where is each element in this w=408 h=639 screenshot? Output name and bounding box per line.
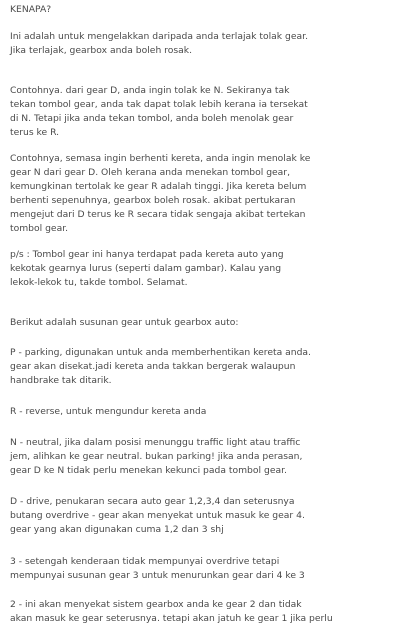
paragraph-line: akan masuk ke gear seterusnya. tetapi akan jatuh ke gear 1 jika perlu [10, 613, 333, 624]
paragraph-line: mengejut dari D terus ke R secara tidak sengaja akibat tertekan [10, 209, 306, 220]
paragraph-line: tekan tombol gear, anda tak dapat tolak lebih kerana ia tersekat [10, 99, 308, 110]
article-heading: KENAPA? [10, 4, 52, 15]
paragraph-line: Contohnya, semasa ingin berhenti kereta, anda ingin menolak ke [10, 153, 311, 164]
paragraph [10, 598, 333, 626]
paragraph [10, 346, 311, 388]
paragraph-line: tombol gear. [10, 223, 69, 234]
paragraph-line: R - reverse, untuk mengundur kereta anda [10, 406, 207, 417]
paragraph [10, 555, 305, 583]
paragraph [10, 436, 302, 478]
paragraph-line: gear yang akan digunakan cuma 1,2 dan 3 shj [10, 524, 224, 535]
paragraph-line: di N. Tetapi jika anda tekan tombol, anda boleh menolak gear [10, 113, 294, 124]
paragraph [10, 30, 308, 58]
paragraph-line: Berikut adalah susunan gear untuk gearbox auto: [10, 317, 239, 328]
paragraph-line: lekok-lekok tu, takde tombol. Selamat. [10, 277, 188, 288]
paragraph-line: mempunyai susunan gear 3 untuk menurunkan gear dari 4 ke 3 [10, 570, 305, 581]
paragraph-line: butang overdrive - gear akan menyekat untuk masuk ke gear 4. [10, 510, 305, 521]
paragraph [10, 405, 206, 419]
paragraph-line: Contohnya. dari gear D, anda ingin tolak ke N. Sekiranya tak [10, 85, 290, 96]
paragraph [10, 248, 284, 290]
paragraph-line: N - neutral, jika dalam posisi menunggu traffic light atau traffic [10, 437, 301, 448]
paragraph-line: 3 - setengah kenderaan tidak mempunyai overdrive tetapi [10, 556, 280, 567]
paragraph-line: p/s : Tombol gear ini hanya terdapat pada kereta auto yang [10, 249, 284, 260]
paragraph-line: jem, alihkan ke gear neutral. bukan parking! jika anda perasan, [10, 451, 303, 462]
paragraph-line: Jika terlajak, gearbox anda boleh rosak. [10, 45, 193, 56]
paragraph [10, 316, 238, 330]
paragraph [10, 84, 308, 140]
paragraph [10, 152, 310, 236]
paragraph-line: gear akan disekat.jadi kereta anda takkan bergerak walaupun [10, 361, 296, 372]
paragraph-line: terus ke R. [10, 127, 60, 138]
paragraph-line: kemungkinan tertolak ke gear R adalah tinggi. Jika kereta belum [10, 181, 307, 192]
paragraph-line: D - drive, penukaran secara auto gear 1,2,3,4 dan seterusnya [10, 496, 295, 507]
article-body [10, 0, 402, 624]
paragraph-line: gear N dari gear D. Oleh kerana anda menekan tombol gear, [10, 167, 291, 178]
paragraph-line: 2 - ini akan menyekat sistem gearbox anda ke gear 2 dan tidak [10, 599, 302, 610]
paragraph-line: berhenti sepenuhnya, gearbox boleh rosak. akibat pertukaran [10, 195, 296, 206]
paragraph-line: Ini adalah untuk mengelakkan daripada anda terlajak tolak gear. [10, 31, 309, 42]
paragraph-line: P - parking, digunakan untuk anda memberhentikan kereta anda. [10, 347, 311, 358]
paragraph [10, 495, 305, 537]
paragraph-line: gear D ke N tidak perlu menekan kekunci pada tombol gear. [10, 465, 287, 476]
paragraph-line: handbrake tak ditarik. [10, 375, 112, 386]
paragraph-line: kekotak gearnya lurus (seperti dalam gambar). Kalau yang [10, 263, 282, 274]
